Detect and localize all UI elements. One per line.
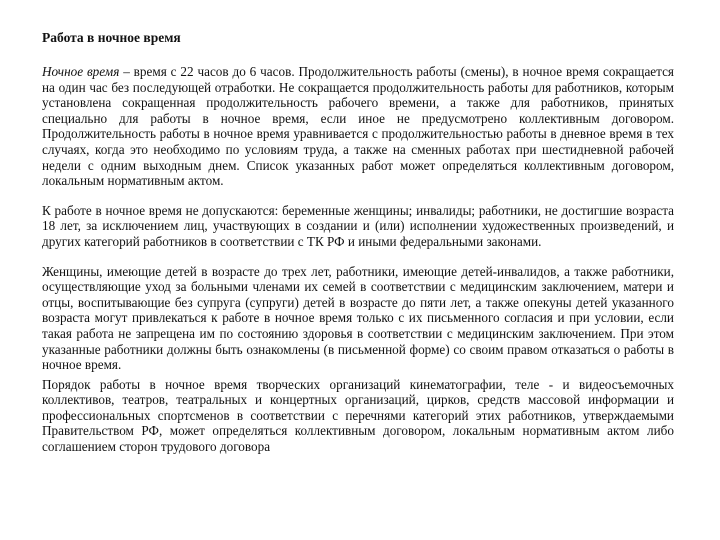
paragraph-creative-organizations: Порядок работы в ночное время творческих организаций кинематографии, теле - и видеосъемочных коллективов, театров, театральных и концертных организаций, цирков, средств массовой информации и профессиональных спортсменов в соответствии с перечнями категорий этих работников, утверждаемыми Правительством РФ, может определяться коллективным договором, локальным нормативным актом либо соглашением сторон трудового договора	[42, 376, 674, 455]
paragraph-night-time-text: – время с 22 часов до 6 часов. Продолжительность работы (смены), в ночное время сокращается на один час без последующей отработки. Не сокращается продолжительность работы для работников, которым установлена сокращенная продолжительность рабочего времени, а также для работников, принятых специально для работы в ночное время, если иное не предусмотрено коллективным договором. Продолжительность работы в ночное время уравнивается с продолжительностью работы в дневное время в тех случаях, когда это необходимо по условиям труда, а также на сменных работах при шестидневной рабочей недели с одним выходным днем. Список указанных работ может определяться коллективным договором, локальным нормативным актом.	[42, 64, 674, 189]
document-body	[42, 30, 674, 455]
paragraph-not-allowed: К работе в ночное время не допускаются: беременные женщины; инвалиды; работники, не достигшие возраста 18 лет, за исключением лиц, участвующих в создании и (или) исполнении художественных произведений, и других категорий работников в соответствии с ТК РФ и иными федеральными законами.	[42, 202, 674, 249]
document-title: Работа в ночное время	[42, 30, 181, 45]
paragraph-night-time-definition	[42, 64, 674, 189]
paragraph-with-consent: Женщины, имеющие детей в возрасте до трех лет, работники, имеющие детей-инвалидов, а также работники, осуществляющие уход за больными членами их семей в соответствии с медицинским заключением, матери и отцы, воспитывающие без супруга (супруги) детей в возрасте до пяти лет, а также опекуны детей указанного возраста могут привлекаться к работе в ночное время только с их письменного согласия и при условии, если такая работа не запрещена им по состоянию здоровья в соответствии с медицинским заключением. При этом указанные работники должны быть ознакомлены (в письменной форме) со своим правом отказаться о работы в ночное время.	[42, 263, 674, 373]
term-night-time: Ночное время	[42, 64, 120, 79]
